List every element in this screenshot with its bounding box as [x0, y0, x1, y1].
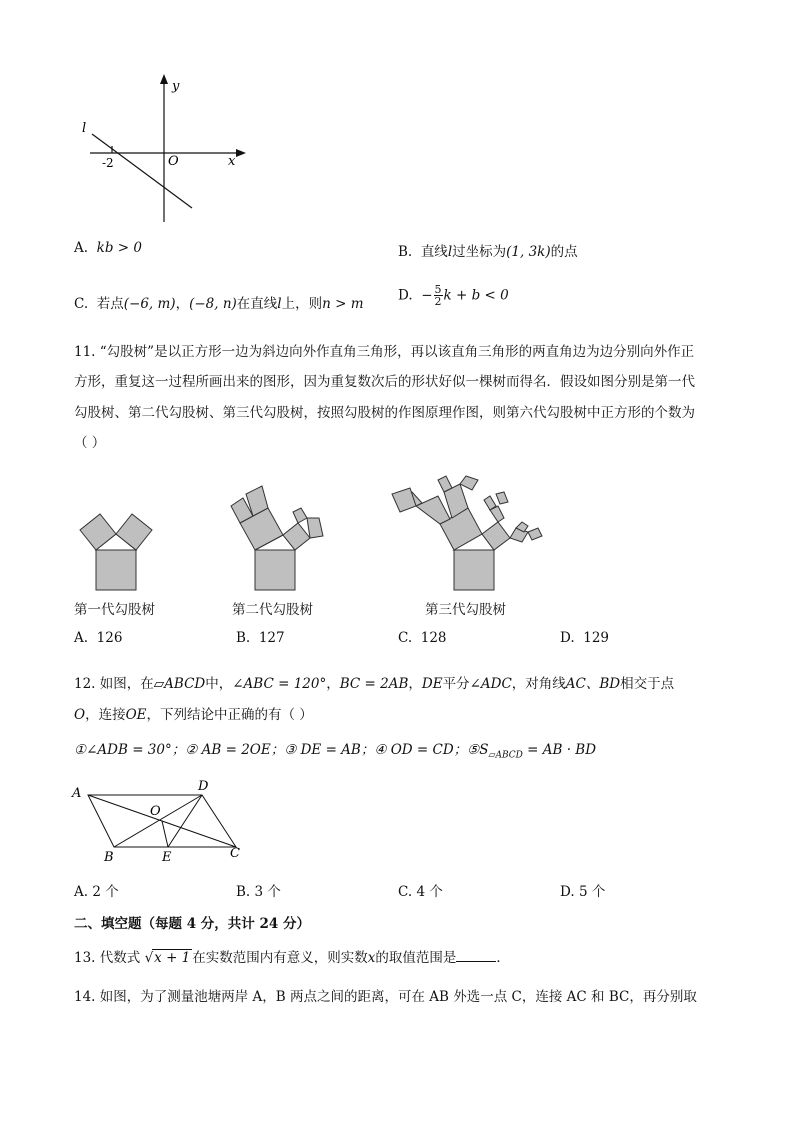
- q11-line-4: （ ）: [74, 435, 106, 451]
- tree-caption-2: 第二代勾股树: [232, 602, 313, 618]
- q12-t2-a: ，连接: [85, 707, 126, 723]
- segment-de: [168, 795, 202, 847]
- q10-option-b-mid: 过坐标为: [452, 244, 507, 260]
- q13-var: x: [367, 950, 376, 966]
- q12-option-a[interactable]: [74, 880, 119, 900]
- q10-option-d-label: D.: [398, 287, 413, 304]
- q12-t-f: 相交于点: [620, 676, 675, 692]
- q10-label-l: l: [82, 121, 87, 136]
- q12-fig-label-a: A: [72, 786, 82, 801]
- q12-bc-eq: BC = 2AB: [339, 676, 409, 692]
- q12-t-c: ，: [408, 676, 422, 692]
- q13-pre: 13. 代数式: [74, 950, 141, 966]
- gen2-right-right-square: [307, 518, 323, 538]
- q12-option-a-value: 2 个: [92, 884, 119, 900]
- q10-option-b-post: 的点: [550, 244, 578, 260]
- q12-fig-label-b: B: [104, 850, 114, 865]
- q11-line-2: 方形，重复这一过程所画出来的图形，因为重复数次后的形状好似一棵树而得名．假设如图分别是第一代: [74, 374, 695, 390]
- q10-option-c[interactable]: [74, 292, 364, 312]
- q12-conclusions-text: ①∠ADB = 30°；② AB = 2OE；③ DE = AB；④ OD = CD；⑤: [74, 742, 480, 758]
- q10-option-d-num: 5: [434, 283, 442, 296]
- q11-option-a[interactable]: [74, 630, 122, 646]
- segment-oe: [162, 821, 168, 847]
- q10-label-x: x: [228, 154, 236, 169]
- q12-area-sub: ▱ABCD: [488, 750, 523, 761]
- q12-area-s: S: [479, 742, 489, 758]
- q12-fig-label-o: O: [150, 804, 161, 819]
- q10-option-d-fraction: [434, 284, 443, 307]
- q12-option-d-label: D.: [560, 884, 575, 900]
- q10-option-a-label: A.: [74, 240, 89, 256]
- gen3-l-l-square: [416, 496, 450, 524]
- q10-option-b-point: (1, 3k): [506, 244, 551, 260]
- q10-option-b[interactable]: [398, 240, 578, 260]
- q11-option-a-label: A.: [74, 630, 89, 646]
- q12-t-a: 中，: [205, 676, 233, 692]
- q12-oe: OE: [125, 707, 147, 723]
- q10-option-b-label: B.: [398, 244, 413, 260]
- q12-option-c-label: C.: [398, 884, 413, 900]
- q12-option-b[interactable]: [236, 880, 281, 900]
- q12-option-b-label: B.: [236, 884, 251, 900]
- q11-line-1: 11. “勾股树”是以正方形一边为斜边向外作直角三角形，再以该直角三角形的两直角边为边分别向外作正: [74, 344, 695, 360]
- q12-conclusions: [74, 738, 596, 761]
- q12-fig-label-d: D: [198, 779, 209, 794]
- q12-t-e: ，对角线: [511, 676, 566, 692]
- q12-fig-label-c: C: [230, 846, 240, 861]
- q10-label-minus2: -2: [102, 156, 114, 170]
- gen3-l-r-l-square: [438, 476, 452, 492]
- q12-angle-adc: ∠ADC: [469, 676, 512, 692]
- q10-option-c-ineq: n > m: [322, 296, 364, 312]
- q11-option-b-value: 127: [258, 630, 285, 646]
- q12-option-d-value: 5 个: [578, 884, 606, 900]
- q12-option-c[interactable]: [398, 880, 443, 900]
- q12-point-o: O: [74, 707, 86, 723]
- q12-fig-label-e: E: [162, 850, 172, 865]
- q10-option-c-label: C.: [74, 296, 89, 312]
- gen3-l-r-r-square: [460, 476, 478, 490]
- q13-line: 13. 代数式 √x + 1 在实数范围内有意义，则实数x的取值范围是 ．: [74, 950, 510, 966]
- q10-option-c-mid: 在直线: [236, 296, 278, 312]
- tree-caption-3: 第三代勾股树: [425, 602, 506, 618]
- q10-option-d-den: 2: [434, 295, 442, 308]
- q12-ac-bd: AC、BD: [565, 676, 621, 692]
- q13-post: 的取值范围是: [375, 950, 457, 966]
- q11-option-c-value: 128: [420, 630, 447, 646]
- pythagoras-tree-gen1: [70, 500, 165, 595]
- section-2-title: 二、填空题（每题 4 分，共计 24 分）: [74, 916, 310, 932]
- q11-option-b[interactable]: [236, 630, 285, 646]
- q12-de: DE: [421, 676, 443, 692]
- q10-option-b-pre: 直线: [420, 244, 448, 260]
- q10-coordinate-graph: [80, 72, 260, 227]
- diagonal-bd: [114, 795, 202, 847]
- q10-option-d-minus: −: [421, 287, 433, 304]
- q12-line-1: [74, 672, 674, 692]
- gen2-base-square: [255, 550, 295, 590]
- q12-option-d[interactable]: [560, 880, 605, 900]
- q11-option-d-label: D.: [560, 630, 575, 646]
- q10-option-a[interactable]: [74, 240, 142, 256]
- gen3-l-l-r-square: [392, 488, 416, 512]
- q10-option-a-text: kb > 0: [96, 240, 142, 256]
- q10-option-c-mid2: 上，则: [281, 296, 323, 312]
- q10-option-d[interactable]: [398, 284, 509, 307]
- q10-option-d-rest: k + b < 0: [443, 287, 509, 304]
- q12-angle-abc: ∠ABC = 120°: [232, 676, 327, 692]
- pythagoras-tree-gen3: [380, 462, 550, 592]
- q11-option-b-label: B.: [236, 630, 251, 646]
- q11-option-d-value: 129: [583, 630, 610, 646]
- q13-end: ．: [496, 950, 510, 966]
- q13-radicand: x + 1: [154, 950, 191, 966]
- q10-option-c-p2: (−8, n): [189, 296, 237, 312]
- q10-label-origin: O: [168, 154, 179, 169]
- q11-option-c-label: C.: [398, 630, 413, 646]
- q13-answer-blank[interactable]: [456, 949, 496, 962]
- q10-option-b-var: l: [447, 244, 453, 260]
- q12-t-d: 平分: [442, 676, 470, 692]
- q12-pre: 12. 如图，在: [74, 676, 154, 692]
- tree-caption-1: 第一代勾股树: [74, 602, 155, 618]
- gen3-r-r-r-square: [528, 528, 542, 540]
- q10-option-c-sep: ，: [175, 296, 190, 312]
- q11-line-3: 勾股树、第二代勾股树、第三代勾股树，按照勾股树的作图原理作图，则第六代勾股树中正方形的个数为: [74, 405, 695, 421]
- q10-option-c-p1: (−6, m): [123, 296, 176, 312]
- q12-parallelogram-figure: [70, 775, 250, 865]
- q12-option-b-value: 3 个: [254, 884, 281, 900]
- q12-parallelogram: ▱ABCD: [153, 676, 206, 692]
- q11-option-c[interactable]: [398, 630, 447, 646]
- q13-mid: 在实数范围内有意义，则实数: [192, 950, 368, 966]
- q12-line-2: [74, 703, 313, 723]
- q14-line-1: 14. 如图，为了测量池塘两岸 A，B 两点之间的距离，可在 AB 外选一点 C，连接 AC 和 BC，再分别取: [74, 989, 697, 1005]
- gen3-base-square: [454, 550, 494, 590]
- q11-option-d[interactable]: [560, 630, 609, 646]
- q12-t2-b: ，下列结论中正确的有（ ）: [146, 707, 313, 723]
- q10-option-c-var: l: [277, 296, 282, 312]
- q12-option-c-value: 4 个: [416, 884, 443, 900]
- pythagoras-tree-gen2: [205, 478, 335, 593]
- gen2-right-left-square: [293, 508, 307, 523]
- q10-label-y: y: [172, 79, 180, 94]
- gen1-base-square: [96, 550, 136, 590]
- q12-t-b: ，: [326, 676, 340, 692]
- gen3-r-l-r-square: [496, 492, 508, 504]
- q12-area-rest: = AB · BD: [522, 742, 597, 758]
- q12-option-a-label: A.: [74, 884, 89, 900]
- q11-option-a-value: 126: [96, 630, 123, 646]
- q10-option-c-pre: 若点: [96, 296, 124, 312]
